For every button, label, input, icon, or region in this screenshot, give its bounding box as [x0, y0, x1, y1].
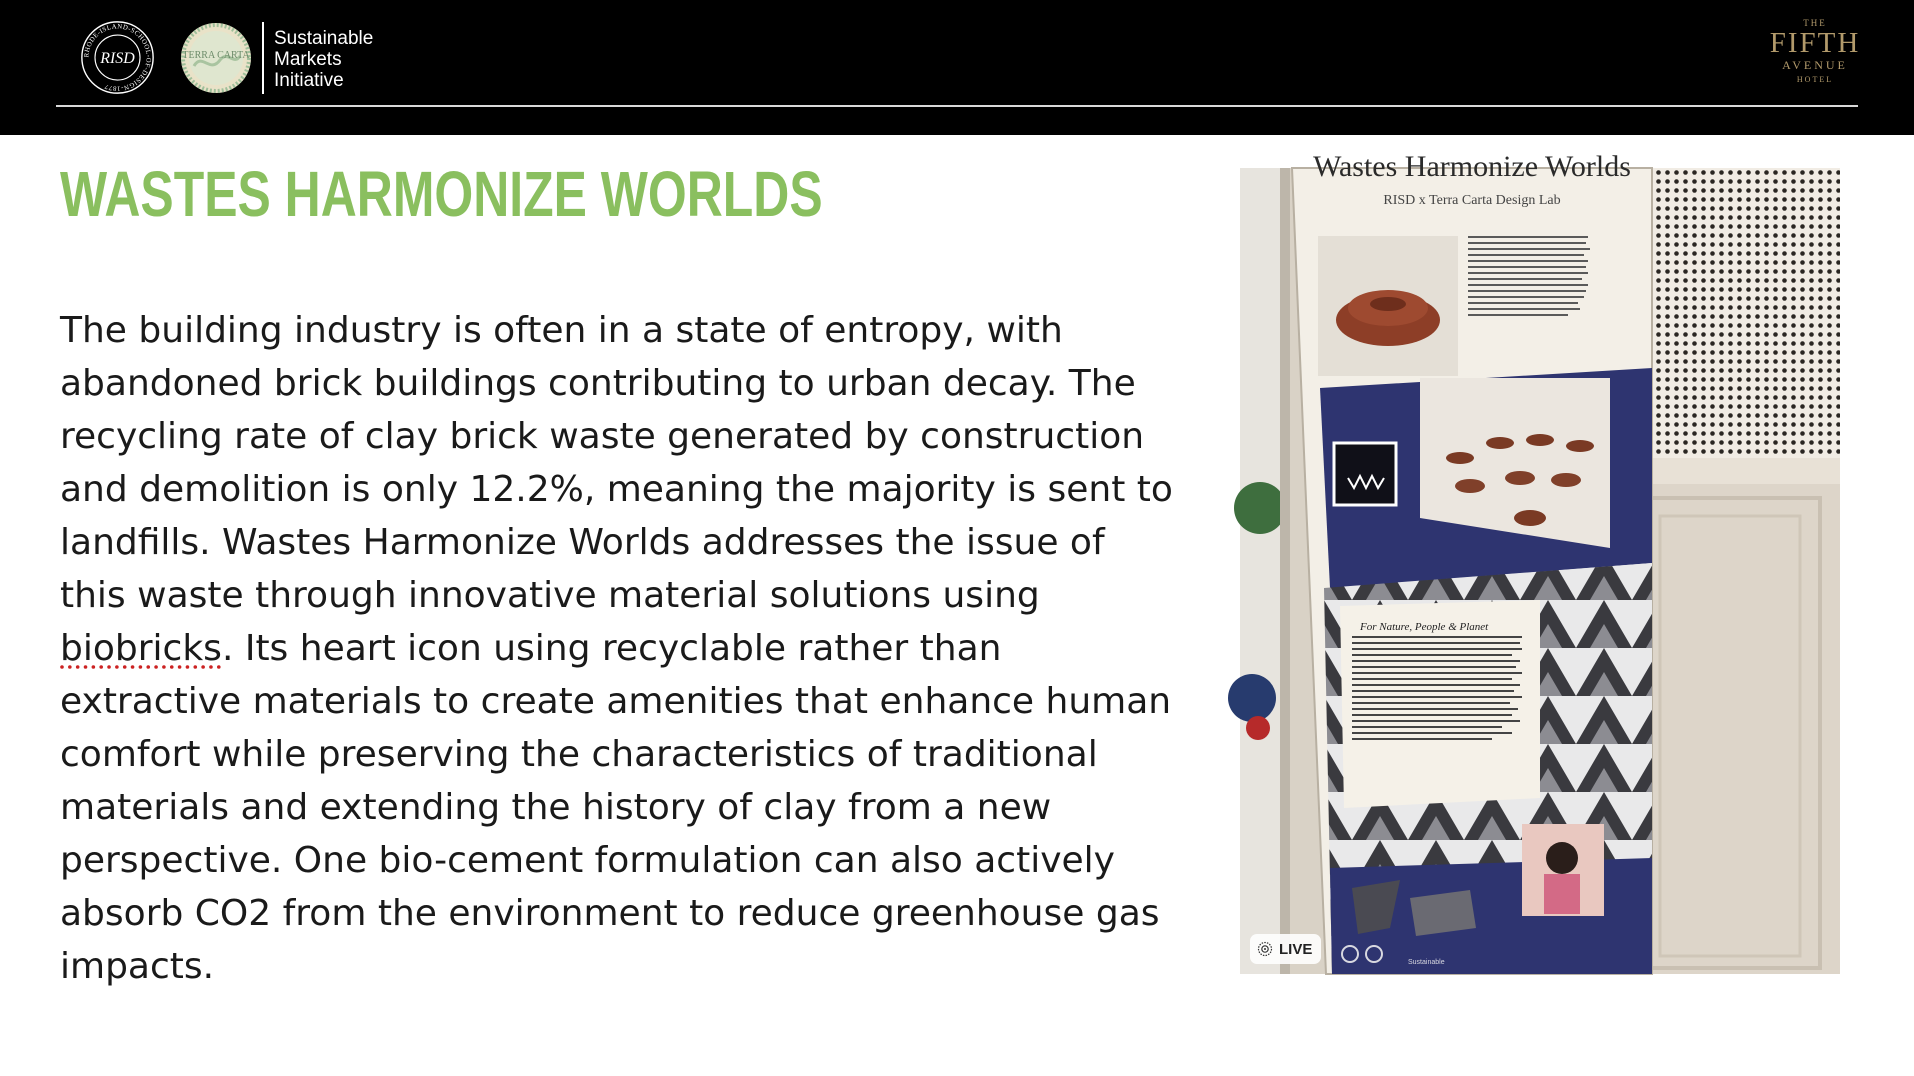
initiative-line-2: Markets — [274, 49, 342, 70]
terra-carta-seal-text: TERRA CARTA — [182, 50, 250, 61]
panel-footer-logo-text: Sustainable — [1408, 959, 1445, 966]
live-label: LIVE — [1279, 940, 1313, 958]
logo-divider — [262, 22, 264, 94]
header-divider-line — [56, 105, 1858, 107]
panel-title-text: Wastes Harmonize Worlds — [1313, 150, 1631, 183]
live-photo-badge[interactable] — [1250, 934, 1321, 964]
hotel-logo-avenue: AVENUE — [1782, 58, 1848, 72]
header-bar — [0, 0, 1914, 135]
terra-carta-seal-logo — [180, 22, 252, 94]
misspelled-word: biobricks — [60, 628, 222, 669]
risd-seal-ring-text: RHODE-ISLAND-SCHOOL-OF-DESIGN-1877 — [83, 23, 152, 92]
exhibit-photo-scene — [1240, 150, 1840, 974]
hotel-logo-hotel: HOTEL — [1796, 75, 1834, 84]
panel-subtitle-text: RISD x Terra Carta Design Lab — [1383, 193, 1561, 208]
panel-section-heading: For Nature, People & Planet — [1360, 621, 1489, 633]
hotel-logo-the: THE — [1803, 18, 1827, 28]
body-paragraph — [60, 304, 1180, 993]
slide-title: WASTES HARMONIZE WORLDS — [60, 158, 823, 230]
sustainable-markets-initiative-logo — [274, 28, 373, 91]
initiative-line-3: Initiative — [274, 70, 344, 91]
body-text-part-2: . Its heart icon using recyclable rather than extractive materials to create amenities that enhance human comfort while preserving the characteristics of traditional materials and extending the history of clay from a new perspective. One bio-cement formulation can also actively absorb CO2 from the environment to reduce greenhouse gas impacts. — [60, 628, 1172, 987]
fifth-avenue-hotel-logo — [1762, 18, 1868, 84]
live-photo-icon — [1257, 941, 1273, 957]
risd-seal-center-text: RISD — [100, 50, 135, 68]
exhibit-photo — [1240, 150, 1840, 974]
risd-seal-logo — [80, 20, 155, 95]
body-text-part-1: The building industry is often in a state of entropy, with abandoned brick buildings contributing to urban decay. The recycling rate of clay brick waste generated by construction and demolition is only 12.2%, meaning the majority is sent to landfills. Wastes Harmonize Worlds addresses the issue of this waste through innovative material solutions using — [60, 310, 1173, 616]
hotel-logo-fifth: FIFTH — [1769, 27, 1861, 59]
initiative-line-1: Sustainable — [274, 28, 374, 49]
